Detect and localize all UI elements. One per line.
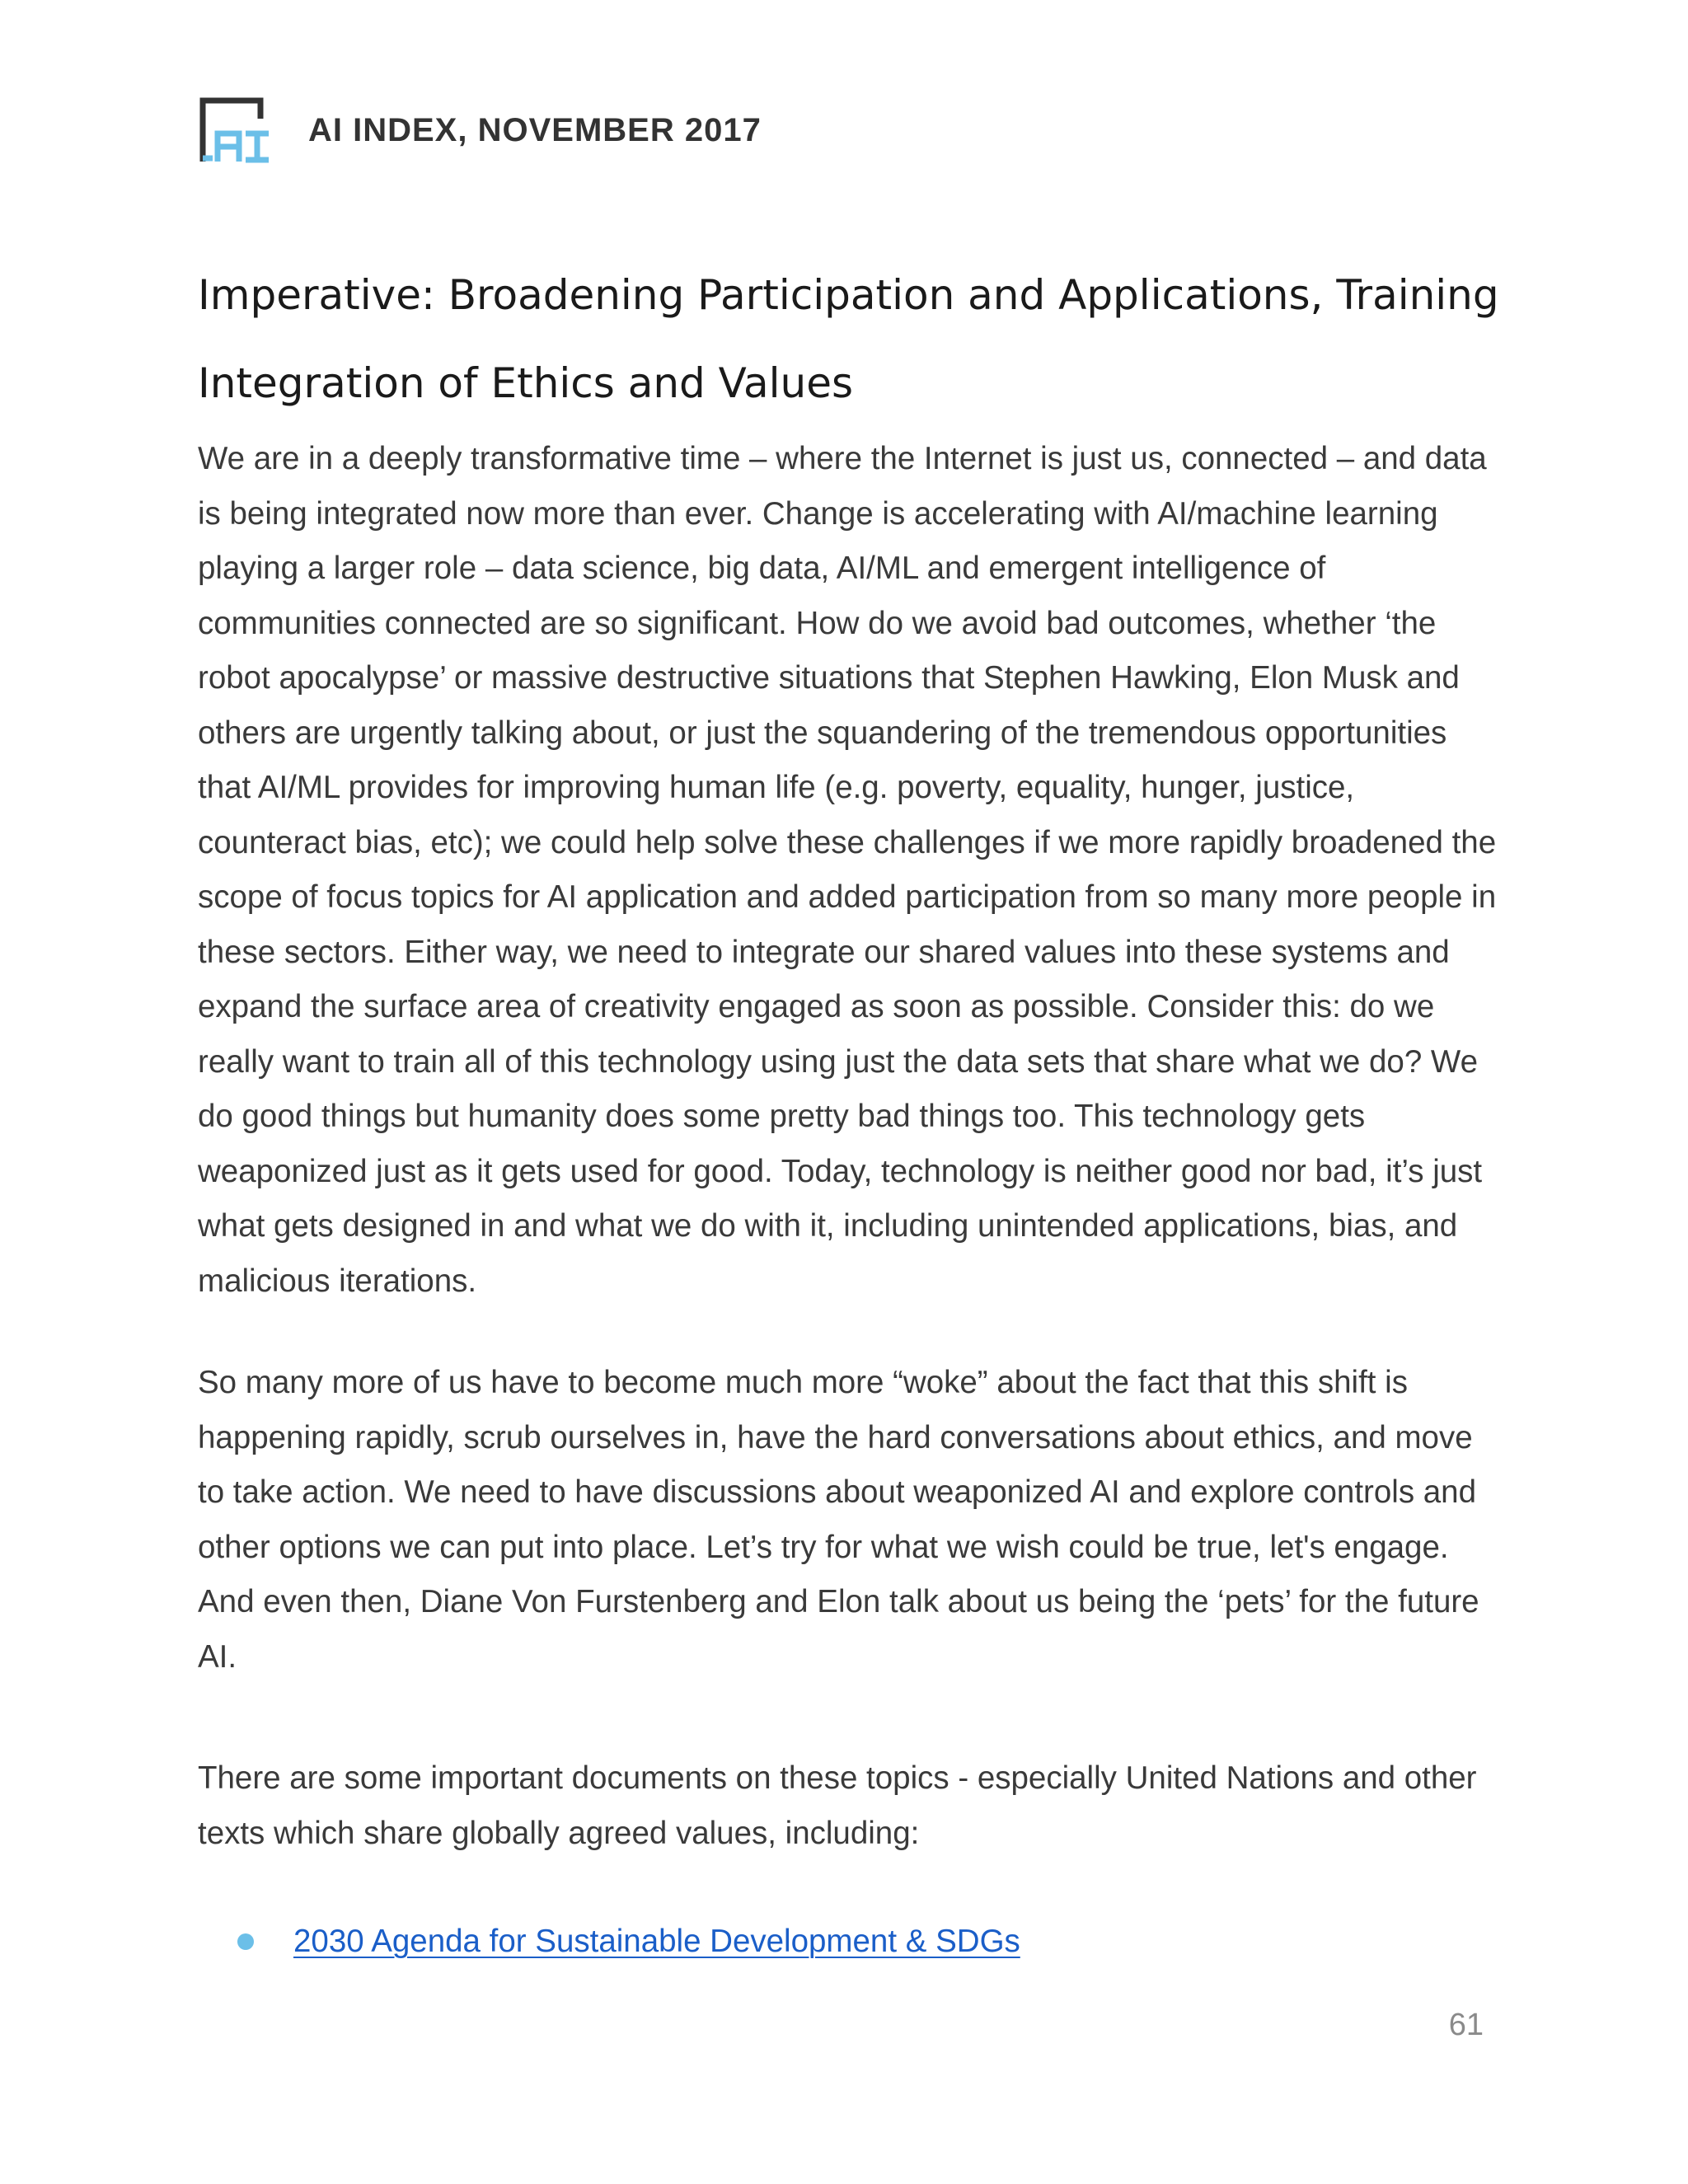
list-item	[237, 1917, 1020, 1966]
section-title: Imperative: Broadening Participation and Applications, Training Integration of Ethics and Values	[198, 271, 1499, 407]
paragraph-1: We are in a deeply transformative time – where the Internet is just us, connected – and data is being integrated now more than ever. Change is accelerating with AI/machine learning playing a larger role – data science, big data, AI/ML and emergent intelligence of communities connected are so significant. How do we avoid bad outcomes, whether ‘the robot apocalypse’ or massive destructive situations that Stephen Hawking, Elon Musk and others are urgently talking about, or just the squandering of the tremendous opportunities that AI/ML provides for improving human life (e.g. poverty, equality, hunger, justice, counteract bias, etc); we could help solve these challenges if we more rapidly broadened the scope of focus topics for AI application and added participation from so many more people in these sectors. Either way, we need to integrate our shared values into these systems and expand the surface area of creativity engaged as soon as possible. Consider this: do we really want to train all of this technology using just the data sets that share what we do? We do good things but humanity does some pretty bad things too. This technology gets weaponized just as it gets used for good. Today, technology is neither good nor bad, it’s just what gets designed in and what we do with it, including unintended applications, bias, and malicious iterations.	[198, 441, 1497, 1299]
paragraph-3: There are some important documents on these topics - especially United Nations and other texts which share globally agreed values, including:	[198, 1760, 1477, 1851]
bullet-dot-icon	[237, 1933, 254, 1950]
ai-index-logo	[198, 97, 272, 163]
sdg-agenda-link[interactable]: 2030 Agenda for Sustainable Development & SDGs	[293, 1924, 1020, 1959]
paragraph-2: So many more of us have to become much more “woke” about the fact that this shift is happening rapidly, scrub ourselves in, have the hard conversations about ethics, and move to take action. We need to have discussions about weaponized AI and explore controls and other options we can put into place. Let’s try for what we wish could be true, let's engage. And even then, Diane Von Furstenberg and Elon talk about us being the ‘pets’ for the future AI.	[198, 1365, 1479, 1675]
page-number: 61	[1448, 2008, 1484, 2042]
header-title: AI INDEX, NOVEMBER 2017	[308, 111, 762, 148]
page-header	[198, 97, 762, 163]
